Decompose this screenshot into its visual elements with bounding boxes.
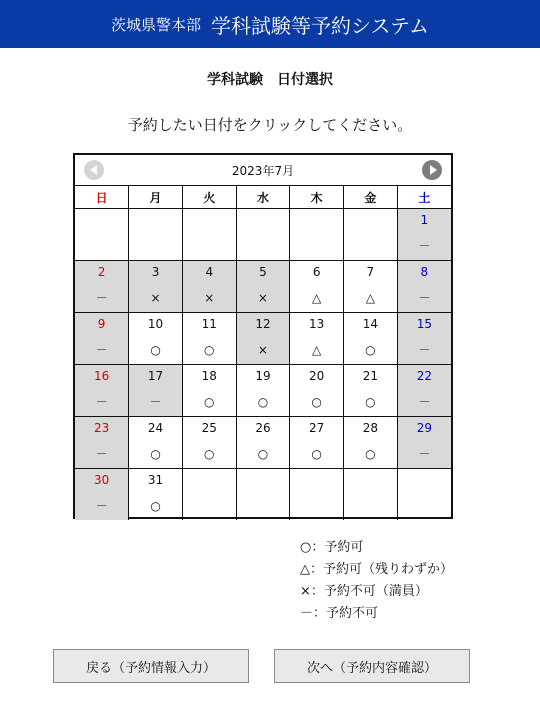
calendar-day-cell[interactable] — [236, 417, 290, 469]
calendar-day-cell[interactable] — [290, 261, 344, 313]
day-number: 20 — [309, 369, 325, 383]
calendar-day-cell — [236, 313, 290, 365]
day-number: 18 — [201, 369, 217, 383]
availability-mark: × — [257, 291, 268, 305]
calendar-day-cell — [75, 365, 129, 417]
availability-mark: － — [95, 395, 108, 409]
day-number: 12 — [255, 317, 271, 331]
day-number: 8 — [420, 265, 429, 279]
weekday-row — [75, 186, 451, 209]
calendar-day-cell — [236, 261, 290, 313]
day-number: 11 — [201, 317, 217, 331]
next-button[interactable]: 次へ（予約内容確認） — [274, 649, 470, 683]
calendar-day-cell[interactable] — [290, 417, 344, 469]
availability-mark: ○ — [365, 343, 376, 357]
availability-mark: ○ — [257, 447, 269, 461]
calendar-day-cell — [129, 261, 183, 313]
availability-mark: ○ — [311, 395, 322, 409]
weekday-wed: 水 — [236, 186, 290, 209]
weekday-sat: 土 — [397, 186, 451, 209]
calendar-week-row — [75, 469, 451, 521]
calendar-empty-cell — [344, 209, 398, 261]
availability-mark: － — [418, 343, 431, 357]
calendar-empty-cell — [182, 469, 236, 521]
calendar-day-cell — [75, 313, 129, 365]
weekday-fri: 金 — [344, 186, 398, 209]
day-number: 5 — [259, 265, 267, 279]
availability-mark: △ — [312, 291, 322, 305]
calendar-empty-cell — [236, 469, 290, 521]
day-number: 4 — [205, 265, 214, 279]
availability-mark: ○ — [150, 499, 161, 513]
calendar — [73, 153, 453, 519]
back-button[interactable]: 戻る（予約情報入力） — [53, 649, 249, 683]
availability-mark: － — [95, 447, 108, 461]
availability-mark: ○ — [150, 447, 161, 461]
calendar-grid — [75, 185, 451, 520]
org-name: 茨城県警本部 — [110, 15, 201, 34]
weekday-mon: 月 — [129, 186, 183, 209]
calendar-day-cell[interactable] — [236, 365, 290, 417]
day-number: 14 — [362, 317, 378, 331]
availability-mark: ○ — [204, 447, 215, 461]
calendar-day-cell — [397, 261, 451, 313]
calendar-day-cell — [182, 261, 236, 313]
availability-mark: ○ — [204, 395, 215, 409]
availability-mark: △ — [365, 291, 375, 305]
weekday-sun: 日 — [75, 186, 129, 209]
availability-mark: － — [95, 343, 108, 357]
legend-unavailable: －：予約不可 — [300, 606, 379, 621]
day-number: 23 — [93, 421, 110, 435]
calendar-day-cell[interactable] — [182, 417, 236, 469]
availability-mark: ○ — [365, 447, 376, 461]
day-number: 2 — [97, 265, 106, 279]
availability-mark: ○ — [311, 447, 322, 461]
next-month-button[interactable] — [422, 160, 442, 180]
prev-month-button[interactable] — [84, 160, 104, 180]
calendar-day-cell[interactable] — [129, 417, 183, 469]
calendar-day-cell[interactable] — [290, 365, 344, 417]
day-number: 16 — [93, 369, 110, 383]
day-number: 9 — [97, 317, 106, 331]
day-number: 28 — [362, 421, 378, 435]
legend — [300, 537, 453, 625]
availability-mark: － — [418, 447, 431, 461]
availability-mark: × — [204, 291, 215, 305]
day-number: 30 — [93, 473, 110, 487]
calendar-day-cell — [397, 209, 451, 261]
availability-mark: － — [418, 239, 431, 253]
availability-mark: ○ — [150, 343, 161, 357]
day-number: 24 — [147, 421, 164, 435]
legend-few-left: △：予約可（残りわずか） — [300, 562, 453, 577]
page-title: 学科試験 日付選択 — [207, 72, 333, 88]
system-title: 学科試験等予約システム — [211, 13, 429, 38]
calendar-week-row — [75, 313, 451, 365]
availability-mark: － — [418, 291, 431, 305]
day-number: 25 — [201, 421, 217, 435]
day-number: 29 — [416, 421, 432, 435]
calendar-week-row — [75, 209, 451, 261]
availability-mark: △ — [312, 343, 322, 357]
availability-mark: ○ — [204, 343, 215, 357]
calendar-empty-cell — [344, 469, 398, 521]
calendar-week-row — [75, 417, 451, 469]
availability-mark: － — [95, 499, 108, 513]
calendar-day-cell — [397, 313, 451, 365]
calendar-empty-cell — [290, 209, 344, 261]
weekday-tue: 火 — [182, 186, 236, 209]
calendar-day-cell — [75, 261, 129, 313]
calendar-day-cell[interactable] — [344, 261, 398, 313]
calendar-day-cell[interactable] — [344, 365, 398, 417]
calendar-day-cell — [75, 469, 129, 521]
availability-mark: × — [257, 343, 268, 357]
calendar-day-cell — [397, 365, 451, 417]
instruction-text: 予約したい日付をクリックしてください。 — [127, 116, 413, 134]
calendar-week-row — [75, 365, 451, 417]
availability-mark: ○ — [365, 395, 376, 409]
day-number: 31 — [147, 473, 164, 487]
calendar-day-cell[interactable] — [182, 365, 236, 417]
calendar-empty-cell — [75, 209, 129, 261]
calendar-week-row — [75, 261, 451, 313]
calendar-empty-cell — [182, 209, 236, 261]
day-number: 3 — [151, 265, 160, 279]
day-number: 26 — [255, 421, 271, 435]
day-number: 6 — [312, 265, 321, 279]
weekday-thu: 木 — [290, 186, 344, 209]
legend-available: ○：予約可 — [300, 540, 364, 555]
calendar-header — [75, 155, 451, 185]
circle-arrow-left-icon — [90, 165, 97, 175]
day-number: 13 — [309, 317, 325, 331]
day-number: 22 — [416, 369, 432, 383]
day-number: 1 — [420, 213, 429, 227]
calendar-day-cell[interactable] — [344, 417, 398, 469]
day-number: 19 — [255, 369, 271, 383]
availability-mark: － — [95, 291, 108, 305]
calendar-day-cell — [129, 365, 183, 417]
availability-mark: × — [150, 291, 161, 305]
calendar-day-cell — [75, 417, 129, 469]
month-label: 2023年7月 — [231, 163, 295, 178]
calendar-day-cell — [397, 417, 451, 469]
circle-arrow-right-icon — [430, 165, 437, 175]
calendar-day-cell[interactable] — [344, 313, 398, 365]
day-number: 21 — [362, 369, 378, 383]
availability-mark: － — [418, 395, 431, 409]
day-number: 7 — [366, 265, 375, 279]
calendar-day-cell[interactable] — [129, 469, 183, 521]
day-number: 10 — [147, 317, 164, 331]
availability-mark: － — [149, 395, 162, 409]
calendar-empty-cell — [129, 209, 183, 261]
legend-full: ×：予約不可（満員） — [300, 584, 428, 599]
calendar-day-cell[interactable] — [182, 313, 236, 365]
calendar-empty-cell — [290, 469, 344, 521]
day-number: 15 — [416, 317, 432, 331]
calendar-empty-cell — [397, 469, 451, 521]
app-header — [0, 0, 540, 48]
calendar-empty-cell — [236, 209, 290, 261]
calendar-day-cell[interactable] — [290, 313, 344, 365]
availability-mark: ○ — [257, 395, 269, 409]
day-number: 27 — [309, 421, 325, 435]
day-number: 17 — [147, 369, 164, 383]
calendar-day-cell[interactable] — [129, 313, 183, 365]
